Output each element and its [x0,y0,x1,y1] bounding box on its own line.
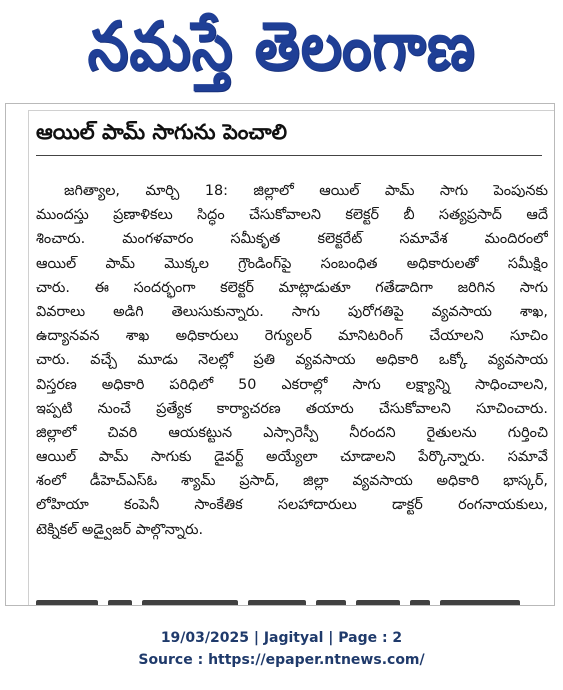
article-line: విస్తరణ అధికారి పరిధిలో 50 ఎకరాల్లో సాగు లక్ష్యాన్ని సాధించాలని, [36,376,548,393]
article-line: జగిత్యాల, మార్చి 18: జిల్లాలో ఆయిల్ పామ్ సాగు పెంపునకు [64,183,548,199]
clipping-date-info: 19/03/2025 | Jagityal | Page : 2 [160,630,403,646]
headline-divider [36,155,542,156]
article-line: ఉద్యానవన శాఖ అధికారులు రెగ్యులర్ మానిటరింగ్ చేయాలని సూచిం [36,328,548,345]
article-line: చారు. వచ్చే మూడు నెలల్లో ప్రతి వ్యవసాయ అధికారి ఒక్కో వ్యవసాయ [36,352,548,369]
newspaper-logo: నమస్తే తెలంగాణ [87,6,476,86]
article-headline: ఆయిల్ పామ్ సాగును పెంచాలి [36,120,288,144]
masthead [0,0,563,100]
article-line: చారు. ఈ సందర్భంగా కలెక్టర్ మాట్లాడుతూ గతేడాదిగా జరిగిన సాగు [36,279,548,296]
article-clipping [5,103,555,606]
article-line: శంలో డీహెచ్ఎస్ఓ శ్యామ్ ప్రసాద్, జిల్లా వ్యవసాయ అధికారి భాస్కర్, [36,473,548,490]
article-line: వివరాలు అడిగి తెలుసుకున్నారు. సాగు పురోగతిపై వ్యవసాయ శాఖ, [36,303,548,320]
article-line: ఆయిల్ పామ్ మొక్కల గ్రౌండింగ్‌పై సంబంధిత అధికారులతో సమీక్షిం [36,255,548,272]
clipping-source-link[interactable]: Source : https://epaper.ntnews.com/ [138,652,425,668]
article-line: జిల్లాలో చివరి ఆయకట్టున ఎస్సారెస్పీ నీరందని రైతులను గుర్తించి [36,424,548,441]
article-line: ఇప్పటి నుంచే ప్రత్యేక కార్యాచరణ తయారు చేసుకోవాలని సూచించారు. [36,400,548,417]
article-line: లోహియా కంపెనీ సాంకేతిక సలహాదారులు డాక్టర్ రంగనాయకులు, [36,497,548,514]
article-line: ఆయిల్ పామ్ సాగుకు డైవర్ట్ అయ్యేలా చూడాలని పేర్కొన్నారు. సమావే [36,449,548,466]
cut-off-next-headline [36,600,548,606]
article-line: శించారు. మంగళవారం సమీకృత కలెక్టరేట్ సమావేశ మందిరంలో [36,231,548,248]
article-body [36,179,548,542]
article-line: ముందస్తు ప్రణాళికలు సిద్ధం చేసుకోవాలని కలెక్టర్ బీ సత్యప్రసాద్ ఆదే [36,207,548,224]
article-line: టెక్నికల్ అడ్వైజర్ పాల్గొన్నారు. [36,521,204,538]
